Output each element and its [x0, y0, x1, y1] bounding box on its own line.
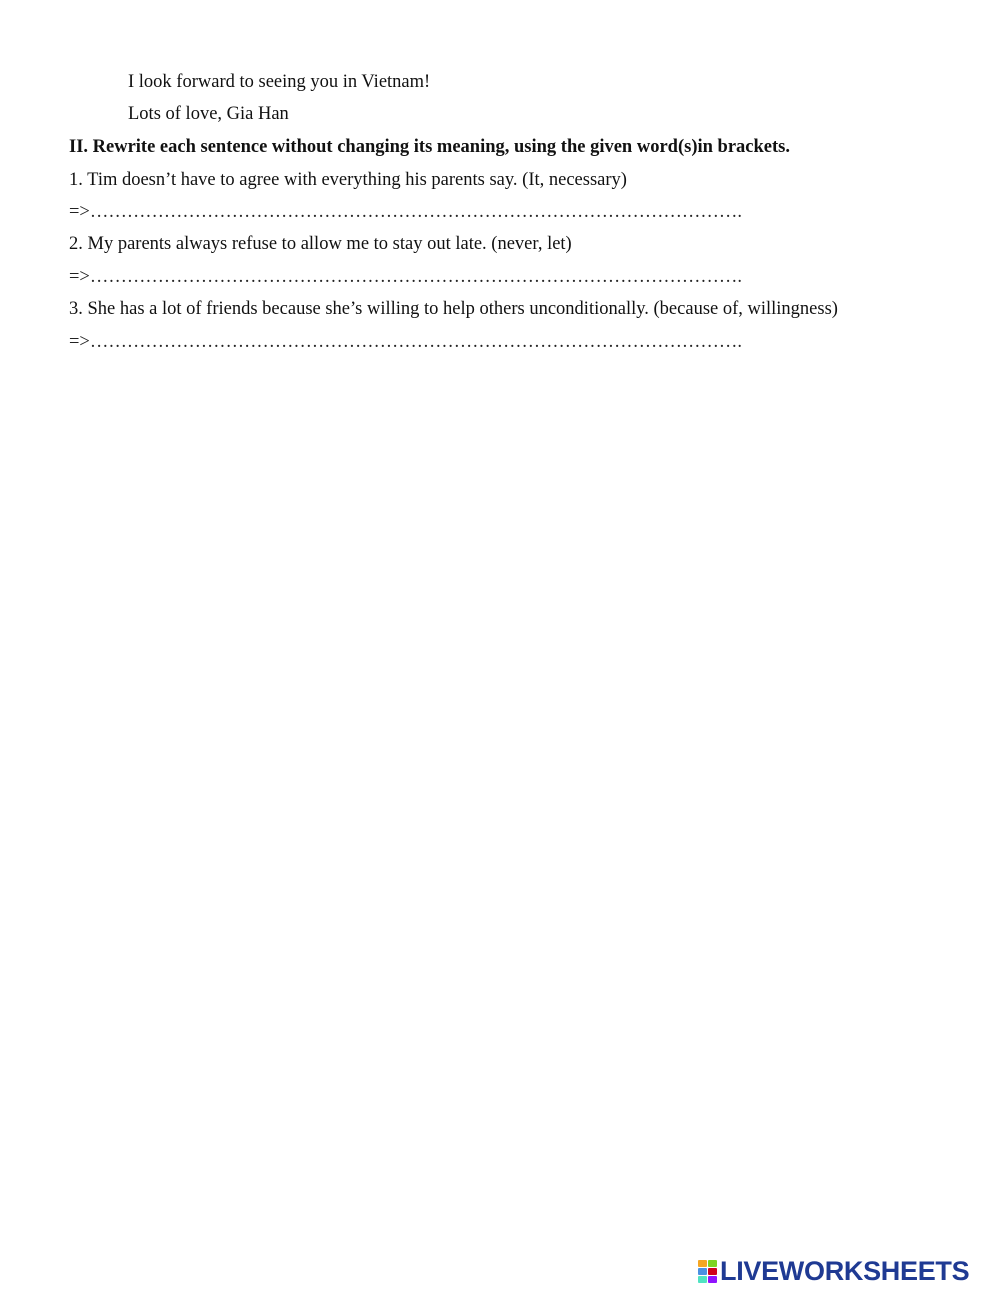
- question-3: 3. She has a lot of friends because she’s willing to help others unconditionally. (because of, willingness): [69, 299, 838, 319]
- liveworksheets-logo: [698, 1258, 969, 1284]
- logo-square: [708, 1276, 717, 1283]
- logo-square: [708, 1260, 717, 1267]
- question-1: 1. Tim doesn’t have to agree with everything his parents say. (It, necessary): [69, 170, 627, 190]
- liveworksheets-logo-text: LIVEWORKSHEETS: [720, 1256, 970, 1286]
- letter-closing-line: I look forward to seeing you in Vietnam!: [128, 72, 431, 92]
- letter-signoff: Lots of love, Gia Han: [128, 104, 289, 124]
- answer-line-3[interactable]: =>…………………………………………………………………………………………….: [69, 332, 742, 352]
- answer-line-1[interactable]: =>…………………………………………………………………………………………….: [69, 202, 742, 222]
- logo-square: [698, 1276, 707, 1283]
- logo-square: [698, 1268, 707, 1275]
- logo-square: [708, 1268, 717, 1275]
- answer-line-2[interactable]: =>…………………………………………………………………………………………….: [69, 267, 742, 287]
- section-heading: II. Rewrite each sentence without changing its meaning, using the given word(s)in brackets.: [69, 137, 790, 157]
- logo-square: [698, 1260, 707, 1267]
- liveworksheets-logo-icon: [698, 1260, 717, 1283]
- question-2: 2. My parents always refuse to allow me to stay out late. (never, let): [69, 234, 572, 254]
